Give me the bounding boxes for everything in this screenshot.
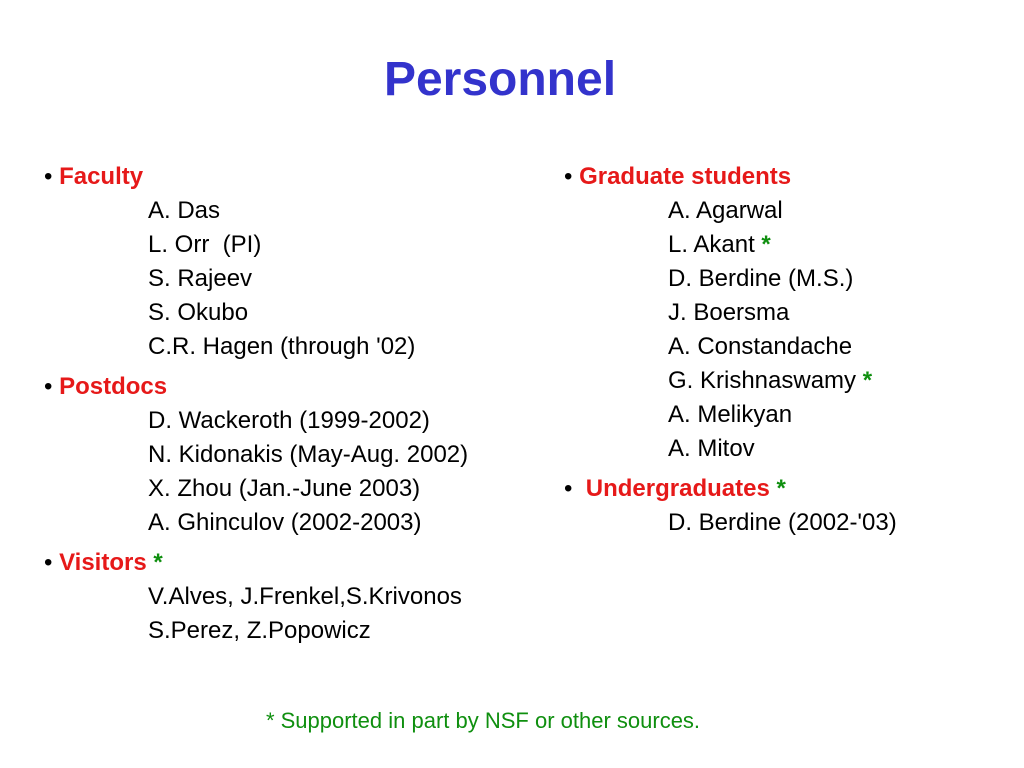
left-column: [44, 160, 544, 648]
support-star-marker: *: [862, 367, 873, 394]
bullet-icon: •: [44, 373, 53, 400]
list-item: D. Wackeroth (1999-2002): [148, 407, 430, 434]
list-item: V.Alves, J.Frenkel,S.Krivonos: [148, 583, 462, 610]
undergrad-heading-line: [564, 472, 1004, 506]
list-item: [564, 228, 1004, 262]
visitors-heading-line: [44, 546, 544, 580]
bullet-icon: •: [564, 163, 573, 190]
list-item: A. Das: [148, 197, 221, 224]
student-name: G. Krishnaswamy: [668, 367, 863, 394]
list-item: S. Rajeev: [148, 265, 253, 292]
visitors-heading: Visitors: [59, 549, 147, 576]
faculty-section: [44, 160, 544, 364]
grad-heading-line: [564, 160, 1004, 194]
list-item: N. Kidonakis (May-Aug. 2002): [148, 441, 469, 468]
list-item: A. Ghinculov (2002-2003): [148, 509, 422, 536]
list-item: S. Okubo: [148, 299, 249, 326]
student-name: L. Akant: [668, 231, 762, 258]
support-star-marker: *: [761, 231, 771, 258]
list-item: C.R. Hagen (through '02): [148, 333, 416, 360]
support-star-marker: *: [776, 475, 786, 502]
list-item: D. Berdine (2002-'03): [668, 509, 897, 536]
postdocs-heading-line: [44, 370, 544, 404]
bullet-icon: •: [44, 549, 53, 576]
grad-heading: Graduate students: [579, 163, 792, 190]
footnote: * Supported in part by NSF or other sources.: [265, 708, 701, 733]
student-name: A. Melikyan: [668, 401, 793, 428]
bullet-icon: •: [44, 163, 53, 190]
student-name: A. Agarwal: [668, 197, 783, 224]
student-name: J. Boersma: [668, 299, 790, 326]
list-item: [564, 364, 1004, 398]
visitors-section: [44, 546, 544, 648]
undergrad-heading: Undergraduates: [585, 475, 770, 502]
grad-students-section: [564, 160, 1004, 466]
undergrads-section: [564, 472, 1004, 540]
list-item: [564, 296, 1004, 330]
postdocs-heading: Postdocs: [59, 373, 168, 400]
student-name: A. Constandache: [668, 333, 853, 360]
page-title: Personnel: [383, 53, 617, 106]
right-column: [564, 160, 1004, 540]
faculty-heading: Faculty: [59, 163, 144, 190]
list-item: S.Perez, Z.Popowicz: [148, 617, 371, 644]
support-star-marker: *: [153, 549, 163, 576]
student-name: D. Berdine (M.S.): [668, 265, 854, 292]
list-item: [564, 194, 1004, 228]
list-item: [564, 262, 1004, 296]
list-item: X. Zhou (Jan.-June 2003): [148, 475, 421, 502]
student-name: A. Mitov: [668, 435, 755, 462]
list-item: L. Orr (PI): [148, 231, 262, 258]
list-item: [564, 330, 1004, 364]
faculty-heading-line: [44, 160, 544, 194]
list-item: [564, 432, 1004, 466]
list-item: [564, 398, 1004, 432]
bullet-icon: •: [564, 475, 573, 502]
postdocs-section: [44, 370, 544, 540]
